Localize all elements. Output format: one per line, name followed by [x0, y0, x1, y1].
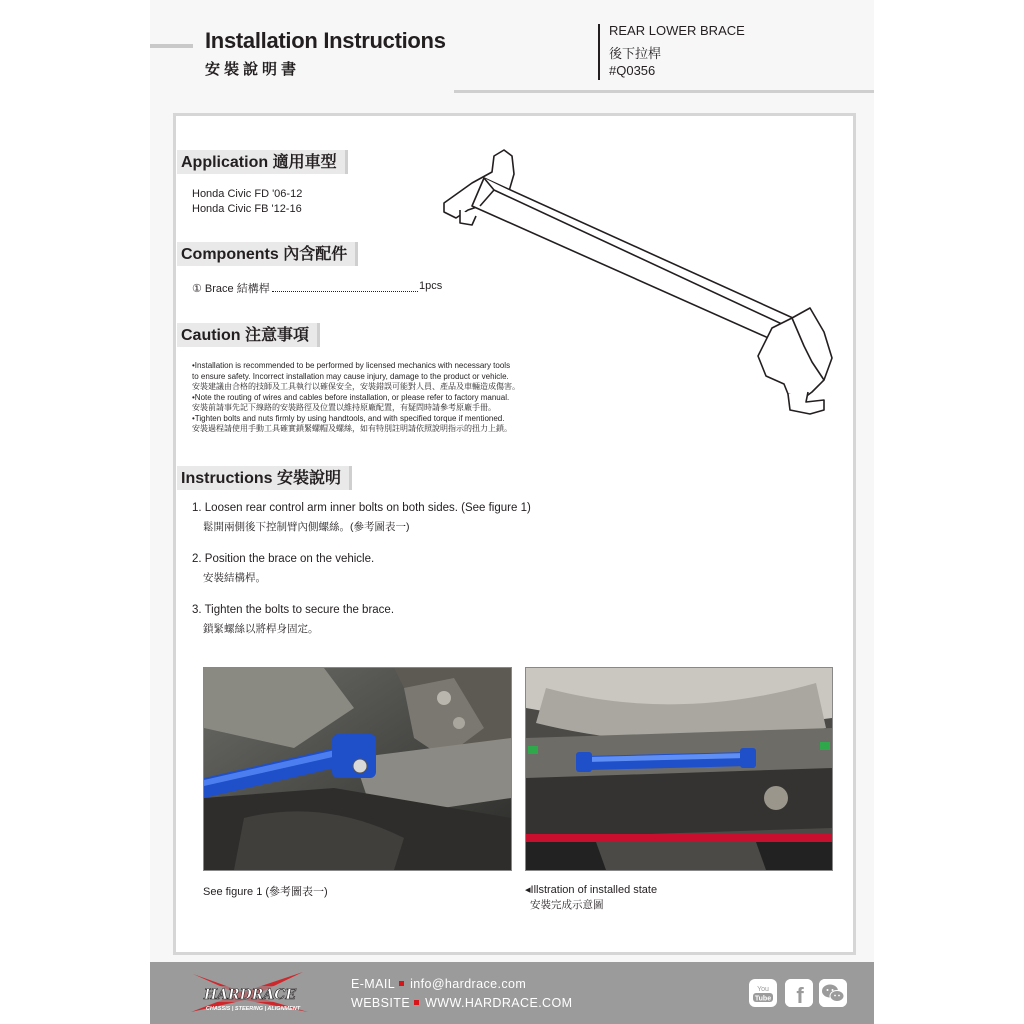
caution-line: •Tighten bolts and nuts firmly by using handtools, and with specified torque if mentioned.	[192, 413, 505, 423]
step-3	[192, 604, 394, 636]
footer-email	[351, 977, 526, 991]
figure-2-caption-zh: 安裝完成示意圖	[530, 899, 604, 911]
section-instructions	[177, 466, 352, 490]
hardrace-logo-mark	[183, 972, 318, 1014]
header-rule	[150, 44, 193, 48]
section-components	[177, 242, 358, 266]
page-title: Installation Instructions	[205, 28, 446, 53]
vehicle-2: Honda Civic FB '12-16	[192, 203, 302, 215]
application-heading: Application	[181, 154, 269, 171]
caution-line: 安裝過程請使用手動工具確實鎖緊螺帽及螺絲，如有特別註明請依照說明指示的扭力上鎖。	[192, 424, 512, 433]
component-leader-dots	[272, 291, 418, 292]
product-name-zh: 後下拉桿	[609, 46, 662, 61]
product-name: REAR LOWER BRACE	[609, 23, 745, 38]
website-label: WEBSITE	[351, 996, 411, 1010]
brand-name: HARDRACE	[203, 987, 297, 1003]
step-2-text: 2. Position the brace on the vehicle.	[192, 553, 375, 565]
red-dot-icon	[414, 1000, 419, 1005]
step-3-text: 3. Tighten the bolts to secure the brace.	[192, 604, 395, 616]
website-link[interactable]: WWW.HARDRACE.COM	[425, 996, 573, 1010]
figure-2-caption: ◂Illstration of installed state	[525, 884, 658, 896]
caution-line: •Installation is recommended to be performed by licensed mechanics with necessary tools	[192, 361, 511, 370]
step-1	[192, 502, 531, 534]
instructions-heading: Instructions	[181, 470, 273, 487]
header-underline	[454, 90, 874, 93]
caution-heading: Caution	[181, 327, 241, 344]
components-heading: Components	[181, 246, 279, 263]
caution-line: to ensure safety. Incorrect installation may cause injury, damage to the product or vehicle.	[192, 371, 509, 381]
step-3-text-zh: 鎖緊螺絲以將桿身固定。	[203, 623, 319, 635]
red-dot-icon	[399, 981, 404, 986]
email-label: E-MAIL	[351, 977, 396, 991]
facebook-icon[interactable]	[785, 979, 813, 1007]
hardrace-logo	[183, 972, 318, 1019]
svg-text:You: You	[757, 986, 769, 993]
product-divider	[598, 24, 600, 80]
caution-heading-zh: 注意事項	[245, 325, 310, 344]
part-number: #Q0356	[609, 63, 656, 78]
components-heading-zh: 內含配件	[283, 244, 348, 263]
footer-website	[351, 996, 572, 1010]
component-qty: 1pcs	[419, 280, 443, 292]
step-1-text-zh: 鬆開兩側後下控制臂內側螺絲。(參考圖表一)	[203, 521, 410, 533]
brand-subtitle: CHASSIS | STEERING | ALIGNMENT	[205, 1006, 301, 1012]
step-1-text: 1. Loosen rear control arm inner bolts on both sides. (See figure 1)	[192, 502, 531, 514]
component-item: ① Brace 結構桿	[192, 283, 270, 295]
svg-text:f: f	[796, 983, 804, 1007]
figure-1-photo	[203, 667, 512, 871]
caution-line: •Note the routing of wires and cables before installation, or please refer to factory manual.	[192, 392, 510, 402]
page-title-zh: 安裝說明書	[205, 60, 301, 78]
caution-line: 安裝前請事先記下線路的安裝路徑及位置以維持原廠配置，有疑問時請參考原廠手冊。	[192, 403, 496, 412]
section-application	[177, 150, 348, 174]
application-heading-zh: 適用車型	[272, 152, 337, 171]
caution-line: 安裝建議由合格的技師及工具執行以確保安全，安裝錯誤可能對人員、產品及車輛造成傷害。	[192, 382, 520, 391]
figure-2-photo	[525, 667, 833, 871]
step-2	[192, 553, 374, 585]
figure-1-caption: See figure 1 (參考圖表一)	[203, 886, 328, 898]
step-2-text-zh: 安裝結構桿。	[203, 572, 266, 584]
caution-text	[192, 361, 562, 435]
vehicle-1: Honda Civic FD '06-12	[192, 188, 303, 200]
section-caution	[177, 323, 320, 347]
youtube-icon[interactable]	[749, 979, 777, 1007]
wechat-icon[interactable]	[819, 979, 847, 1007]
svg-text:Tube: Tube	[754, 995, 772, 1003]
email-link[interactable]: info@hardrace.com	[410, 977, 527, 991]
instructions-heading-zh: 安裝說明	[277, 468, 342, 487]
